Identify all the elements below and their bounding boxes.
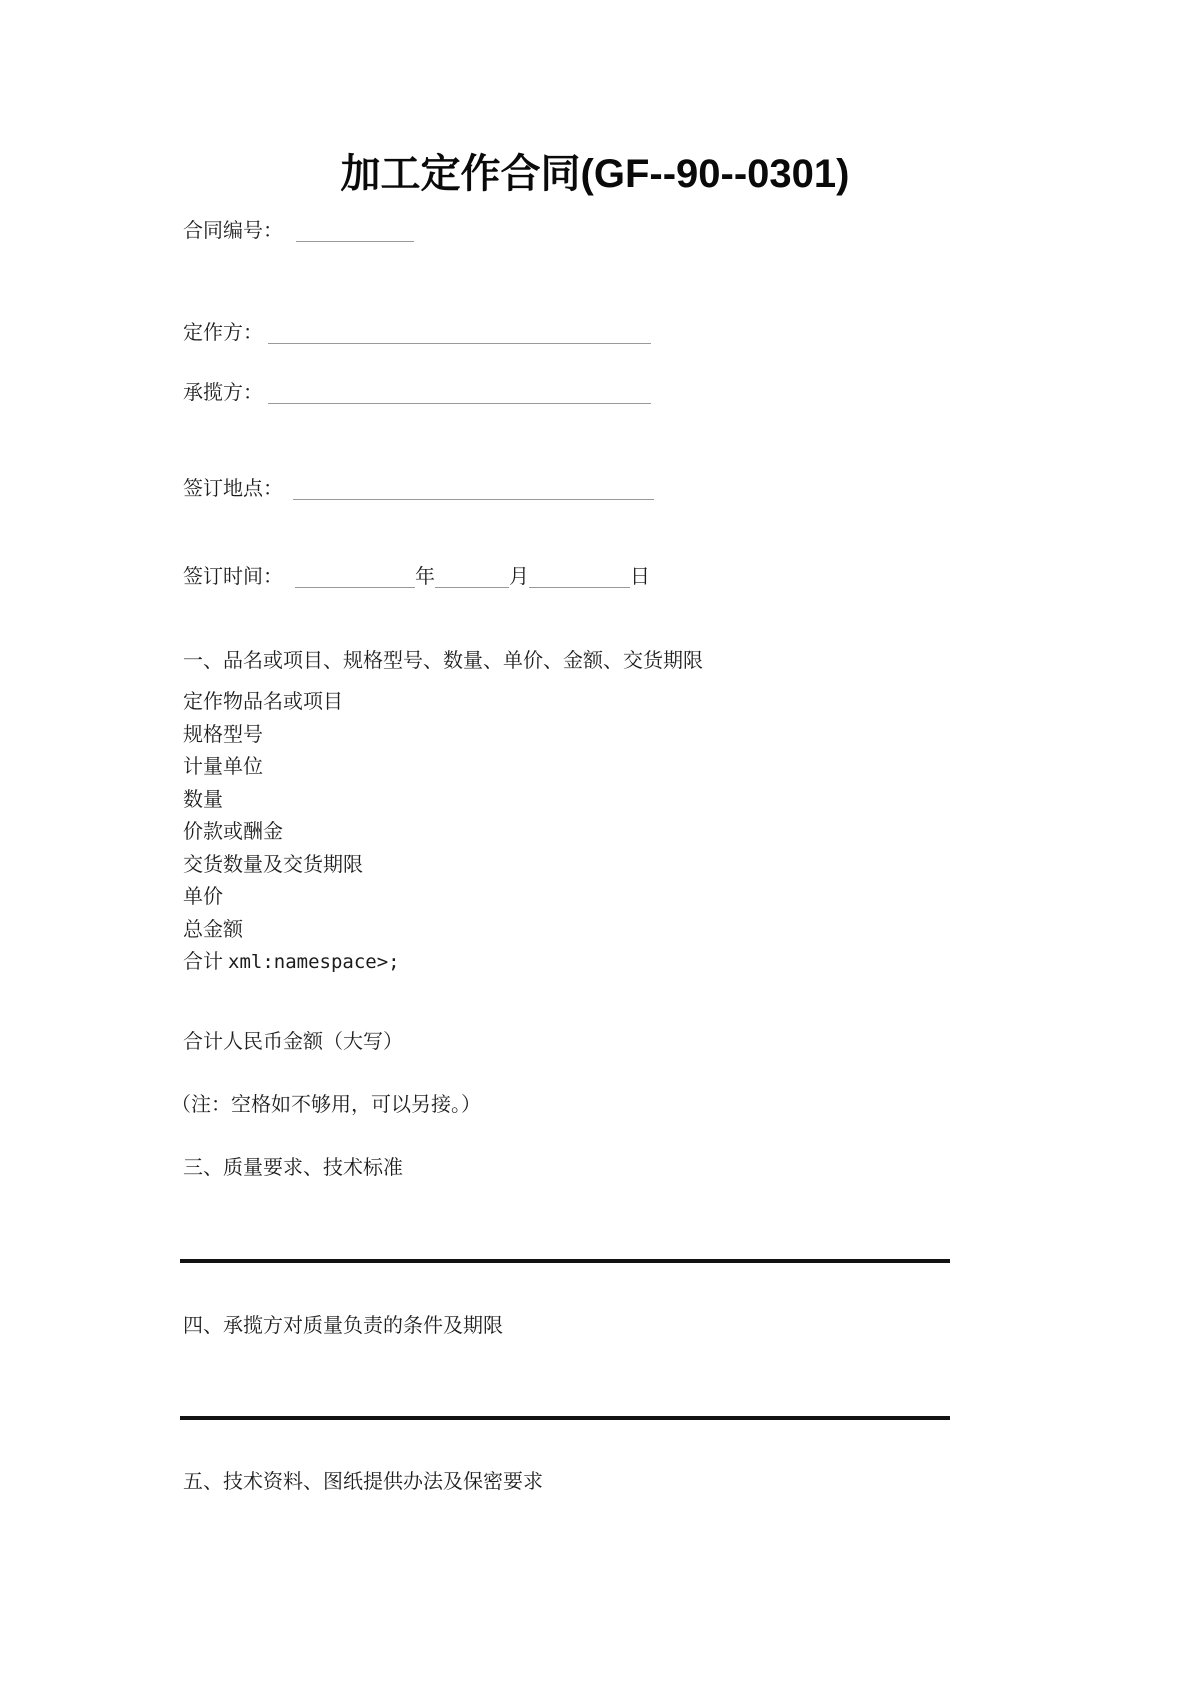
item-field: 价款或酬金 — [183, 821, 283, 843]
note-text: （注：空格如不够用，可以另接。） — [171, 1094, 481, 1116]
contract-number-blank — [296, 227, 414, 242]
contract-number-label: 合同编号： — [183, 220, 283, 242]
year-label: 年 — [415, 566, 435, 588]
ordering-party-label: 定作方： — [183, 322, 263, 344]
item-field-list — [183, 686, 400, 979]
ordering-party-blank — [268, 329, 651, 344]
page-title: 加工定作合同(GF--90--0301) — [340, 152, 850, 196]
item-field: 规格型号 — [183, 723, 263, 746]
day-label: 日 — [630, 566, 650, 588]
total-amount-caption: 合计人民币金额（大写） — [183, 1031, 403, 1053]
item-field: 计量单位 — [183, 756, 263, 778]
contract-number-row — [183, 218, 414, 244]
section-four-heading: 四、承揽方对质量负责的条件及期限 — [183, 1315, 503, 1337]
section-five-heading: 五、技术资料、图纸提供办法及保密要求 — [183, 1471, 543, 1493]
ordering-party-row — [183, 320, 651, 346]
signing-time-row — [183, 564, 650, 590]
contractor-label: 承揽方： — [183, 382, 263, 404]
contractor-blank — [268, 389, 651, 404]
section-one-heading: 一、品名或项目、规格型号、数量、单价、金额、交货期限 — [183, 650, 703, 672]
total-label: 合计 — [183, 951, 223, 973]
total-row — [183, 946, 400, 979]
fill-in-rule-line — [180, 1416, 950, 1420]
item-field: 总金额 — [183, 918, 243, 941]
signing-place-blank — [293, 485, 654, 500]
item-field: 数量 — [183, 788, 223, 811]
xml-namespace-artifact: xml:namespace>; — [228, 951, 400, 973]
item-field: 定作物品名或项目 — [183, 691, 343, 713]
item-field: 交货数量及交货期限 — [183, 853, 363, 876]
item-field: 单价 — [183, 886, 223, 908]
signing-place-row — [183, 476, 654, 502]
signing-day-blank — [529, 573, 630, 588]
signing-month-blank — [435, 573, 509, 588]
signing-time-label: 签订时间： — [183, 566, 283, 588]
signing-year-blank — [295, 573, 415, 588]
contractor-row — [183, 380, 651, 406]
section-three-heading: 三、质量要求、技术标准 — [183, 1157, 403, 1179]
signing-place-label: 签订地点： — [183, 478, 283, 500]
month-label: 月 — [509, 566, 529, 588]
fill-in-rule-line — [180, 1259, 950, 1263]
